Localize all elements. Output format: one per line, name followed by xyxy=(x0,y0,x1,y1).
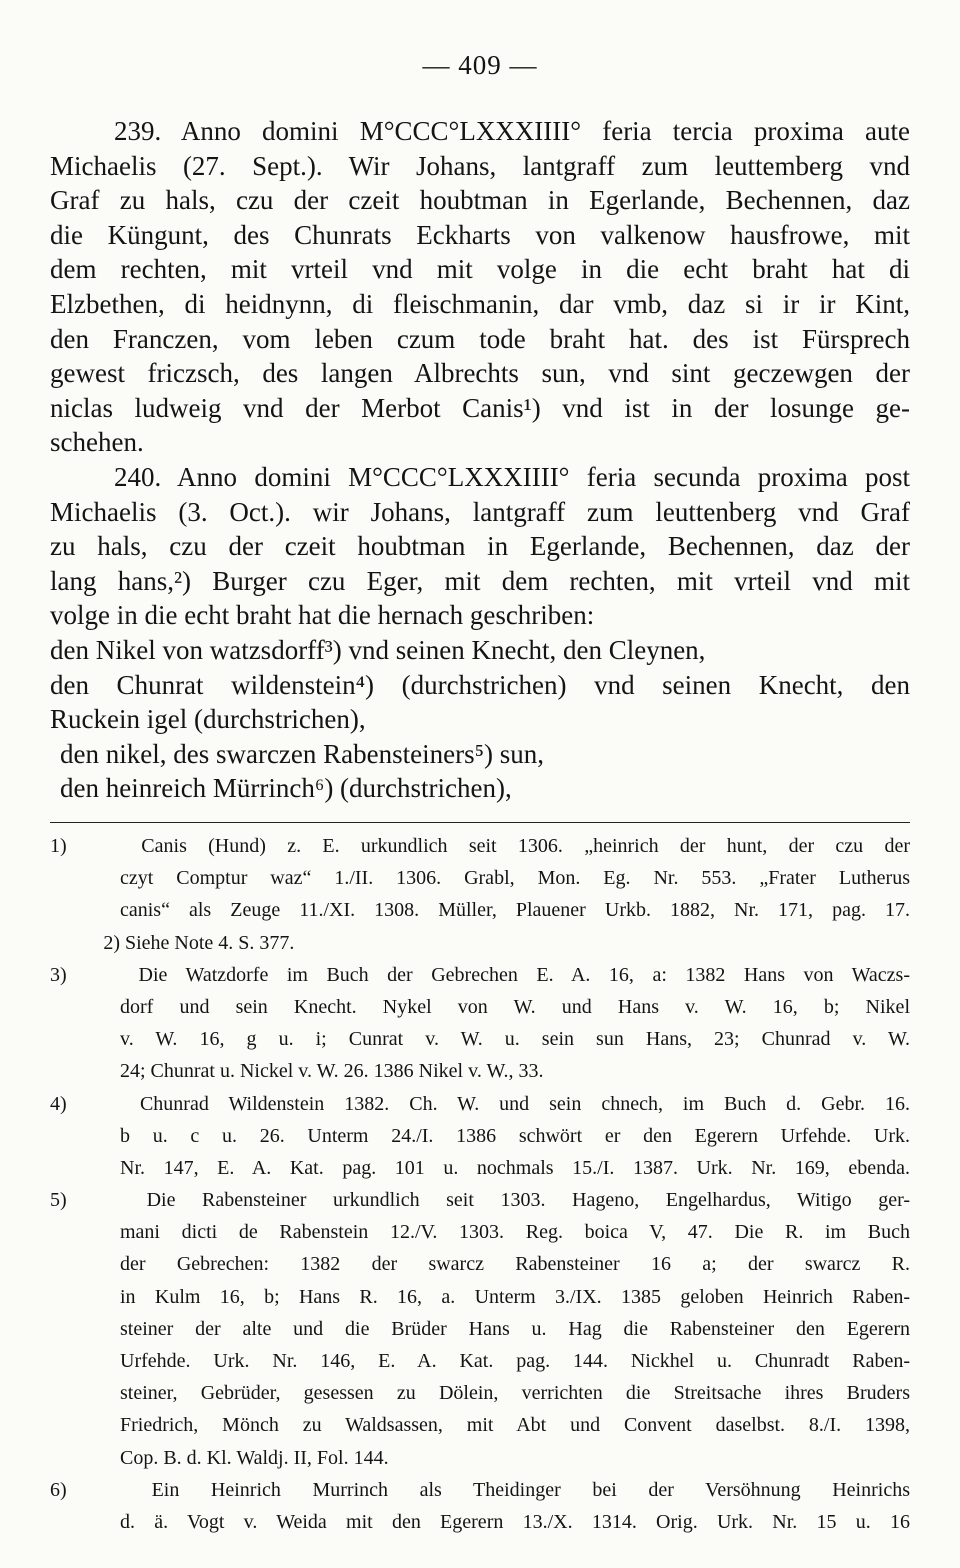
footnote-line: steiner, Gebrüder, gesessen zu Dölein, verrichten die Streitsache ihres Bruders xyxy=(120,1382,910,1405)
footnote-line xyxy=(50,1184,910,1216)
footnote-number: 3) xyxy=(50,963,67,986)
text-line: dem rechten, mit vrteil vnd mit volge in die echt braht hat di xyxy=(50,254,910,285)
footnote-line: der Gebrechen: 1382 der swarcz Rabensteiner 16 a; der swarcz R. xyxy=(120,1253,910,1276)
text-line: gewest friczsch, des langen Albrechts sun, vnd sint geczewgen der xyxy=(50,358,910,389)
footnote-line: b u. c u. 26. Unterm 24./I. 1386 schwört er den Egerern Urfehde. Urk. xyxy=(120,1124,910,1147)
text-line: Michaelis (3. Oct.). wir Johans, lantgraff zum leuttenberg vnd Graf xyxy=(50,496,910,527)
footnote-line xyxy=(50,1474,910,1506)
text-line: den Chunrat wildenstein⁴) (durchstrichen) vnd seinen Knecht, den xyxy=(50,669,910,700)
text-line: den Nikel von watzsdorff³) vnd seinen Knecht, den Cleynen, xyxy=(50,634,706,665)
footnote-line: czyt Comptur waz“ 1./II. 1306. Grabl, Mon. Eg. Nr. 553. „Frater Lutherus xyxy=(120,867,910,890)
footnote-line: mani dicti de Rabenstein 12./V. 1303. Reg. boica V, 47. Die R. im Buch xyxy=(120,1221,910,1244)
text-line: niclas ludweig vnd der Merbot Canis¹) vnd ist in der losunge ge- xyxy=(50,392,910,423)
footnote-text: Die Watzdorfe im Buch der Gebrechen E. A. 16, a: 1382 Hans von Waczs- xyxy=(138,963,911,986)
footnote-divider xyxy=(50,822,910,823)
text-line: den Franczen, vom leben czum tode braht hat. des ist Fürsprech xyxy=(50,323,910,354)
footnote-line: 24; Chunrat u. Nickel v. W. 26. 1386 Nikel v. W., 33. xyxy=(120,1060,544,1083)
footnote-text: Canis (Hund) z. E. urkundlich seit 1306. „heinrich der hunt, der czu der xyxy=(141,835,910,857)
footnote-line: Cop. B. d. Kl. Waldj. II, Fol. 144. xyxy=(120,1446,389,1469)
footnote-line: dorf und sein Knecht. Nykel von W. und Hans v. W. 16, b; Nikel xyxy=(120,995,910,1018)
footnotes xyxy=(50,830,910,1538)
text-line: Graf zu hals, czu der czeit houbtman in Egerlande, Bechennen, daz xyxy=(50,185,910,216)
main-text xyxy=(50,114,910,806)
footnote-line: in Kulm 16, b; Hans R. 16, a. Unterm 3./IX. 1385 geloben Heinrich Raben- xyxy=(120,1285,910,1308)
footnote-text: Ein Heinrich Murrinch als Theidinger bei der Versöhnung Heinrichs xyxy=(151,1478,910,1501)
footnote-line: canis“ als Zeuge 11./XI. 1308. Müller, Plauener Urkb. 1882, Nr. 171, pag. 17. xyxy=(120,899,910,922)
footnote-line xyxy=(50,959,910,991)
text-line: volge in die echt braht hat die hernach geschriben: xyxy=(50,600,595,631)
text-line: 239. Anno domini M°CCC°LXXXIIII° feria tercia proxima aute xyxy=(114,116,910,146)
text-line: Elzbethen, di heidnynn, di fleischmanin, dar vmb, daz si ir ir Kint, xyxy=(50,288,910,319)
text-line: die Küngunt, des Chunrats Eckharts von valkenow hausfrowe, mit xyxy=(50,219,910,250)
footnote-line: Nr. 147, E. A. Kat. pag. 101 u. nochmals 15./I. 1387. Urk. Nr. 169, ebenda. xyxy=(120,1156,910,1179)
footnote-text: Die Rabensteiner urkundlich seit 1303. Hageno, Engelhardus, Witigo ger- xyxy=(146,1189,911,1212)
text-line: schehen. xyxy=(50,427,144,458)
text-line: den nikel, des swarczen Rabensteiners⁵) sun, xyxy=(60,738,545,769)
footnote-number: 2) xyxy=(103,931,120,954)
text-line: den heinreich Mürrinch⁶) (durchstrichen), xyxy=(60,773,512,804)
footnote-number: 1) xyxy=(50,835,67,857)
text-line: lang hans,²) Burger czu Eger, mit dem rechten, mit vrteil vnd mit xyxy=(50,565,910,596)
text-line: Ruckein igel (durchstrichen), xyxy=(50,704,366,735)
footnote-line: steiner der alte und die Brüder Hans u. Hag die Rabensteiner den Egerern xyxy=(120,1317,910,1340)
footnote-number: 4) xyxy=(50,1092,67,1115)
footnote-line: Friedrich, Mönch zu Waldsassen, mit Abt und Convent daselbst. 8./I. 1398, xyxy=(120,1414,910,1437)
footnote-line: d. ä. Vogt v. Weida mit den Egerern 13./X. 1314. Orig. Urk. Nr. 15 u. 16 xyxy=(120,1510,910,1533)
text-line: 240. Anno domini M°CCC°LXXXIIII° feria secunda proxima post xyxy=(114,461,910,492)
footnote-line: Urfehde. Urk. Nr. 146, E. A. Kat. pag. 144. Nickhel u. Chunradt Raben- xyxy=(120,1350,910,1372)
text-line: Michaelis (27. Sept.). Wir Johans, lantgraff zum leuttemberg vnd xyxy=(50,150,910,181)
footnote-line xyxy=(50,830,910,862)
footnote-text: Chunrad Wildenstein 1382. Ch. W. und sein chnech, im Buch d. Gebr. 16. xyxy=(139,1092,910,1115)
footnote-number: 6) xyxy=(50,1478,67,1501)
footnote-text: Siehe Note 4. S. 377. xyxy=(125,931,295,954)
text-line: zu hals, czu der czeit houbtman in Egerlande, Bechennen, daz der xyxy=(50,531,910,562)
footnote-number: 5) xyxy=(50,1189,67,1212)
footnote-line: v. W. 16, g u. i; Cunrat v. W. u. sein sun Hans, 23; Chunrad v. W. xyxy=(120,1028,910,1051)
footnote-line xyxy=(50,927,910,959)
footnote-line xyxy=(50,1088,910,1120)
page-number: — 409 — xyxy=(422,50,538,80)
